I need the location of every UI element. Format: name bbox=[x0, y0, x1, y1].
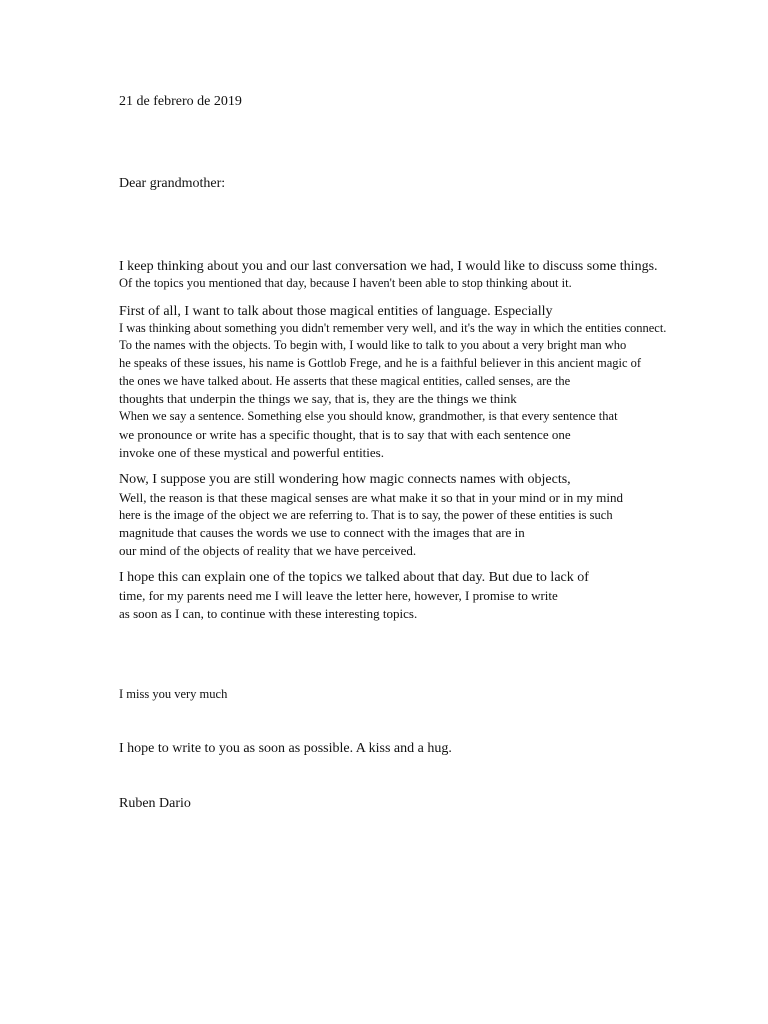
paragraph-2-line-1: First of all, I want to talk about those magical entities of language. Especially bbox=[119, 304, 553, 319]
paragraph-3-line-3: here is the image of the object we are referring to. That is to say, the power of these entities is such bbox=[119, 508, 613, 522]
paragraph-4-line-1: I hope this can explain one of the topics we talked about that day. But due to lack of bbox=[119, 570, 589, 585]
paragraph-4-line-2: time, for my parents need me I will leave the letter here, however, I promise to write bbox=[119, 588, 558, 603]
paragraph-2-line-6: thoughts that underpin the things we say, that is, they are the things we think bbox=[119, 391, 517, 406]
paragraph-2-line-9: invoke one of these mystical and powerful entities. bbox=[119, 445, 384, 460]
paragraph-2-line-4: he speaks of these issues, his name is Gottlob Frege, and he is a faithful believer in this ancient magic of bbox=[119, 356, 642, 370]
paragraph-2-line-7: When we say a sentence. Something else you should know, grandmother, is that every sentence that bbox=[119, 409, 618, 423]
paragraph-2-line-2: I was thinking about something you didn't remember very well, and it's the way in which the entities connect. bbox=[119, 321, 667, 335]
paragraph-2-line-5: the ones we have talked about. He asserts that these magical entities, called senses, are the bbox=[119, 374, 571, 388]
paragraph-3-line-2: Well, the reason is that these magical senses are what make it so that in your mind or in my mind bbox=[119, 490, 624, 505]
closing-line: I hope to write to you as soon as possible. A kiss and a hug. bbox=[119, 741, 452, 756]
paragraph-3-line-4: magnitude that causes the words we use to connect with the images that are in bbox=[119, 525, 525, 540]
paragraph-4-line-3: as soon as I can, to continue with these interesting topics. bbox=[119, 606, 418, 621]
paragraph-2-line-3: To the names with the objects. To begin with, I would like to talk to you about a very bright man who bbox=[119, 338, 627, 352]
letter-date: 21 de febrero de 2019 bbox=[119, 94, 242, 109]
paragraph-1-line-2: Of the topics you mentioned that day, because I haven't been able to stop thinking about it. bbox=[119, 276, 572, 290]
salutation: Dear grandmother: bbox=[119, 176, 226, 191]
miss-you-line: I miss you very much bbox=[119, 687, 228, 701]
paragraph-3-line-1: Now, I suppose you are still wondering how magic connects names with objects, bbox=[119, 472, 571, 487]
paragraph-3-line-5: our mind of the objects of reality that we have perceived. bbox=[119, 543, 417, 558]
paragraph-2-line-8: we pronounce or write has a specific thought, that is to say that with each sentence one bbox=[119, 427, 571, 442]
signature: Ruben Dario bbox=[119, 796, 191, 811]
paragraph-1-line-1: I keep thinking about you and our last conversation we had, I would like to discuss some things. bbox=[119, 259, 658, 274]
